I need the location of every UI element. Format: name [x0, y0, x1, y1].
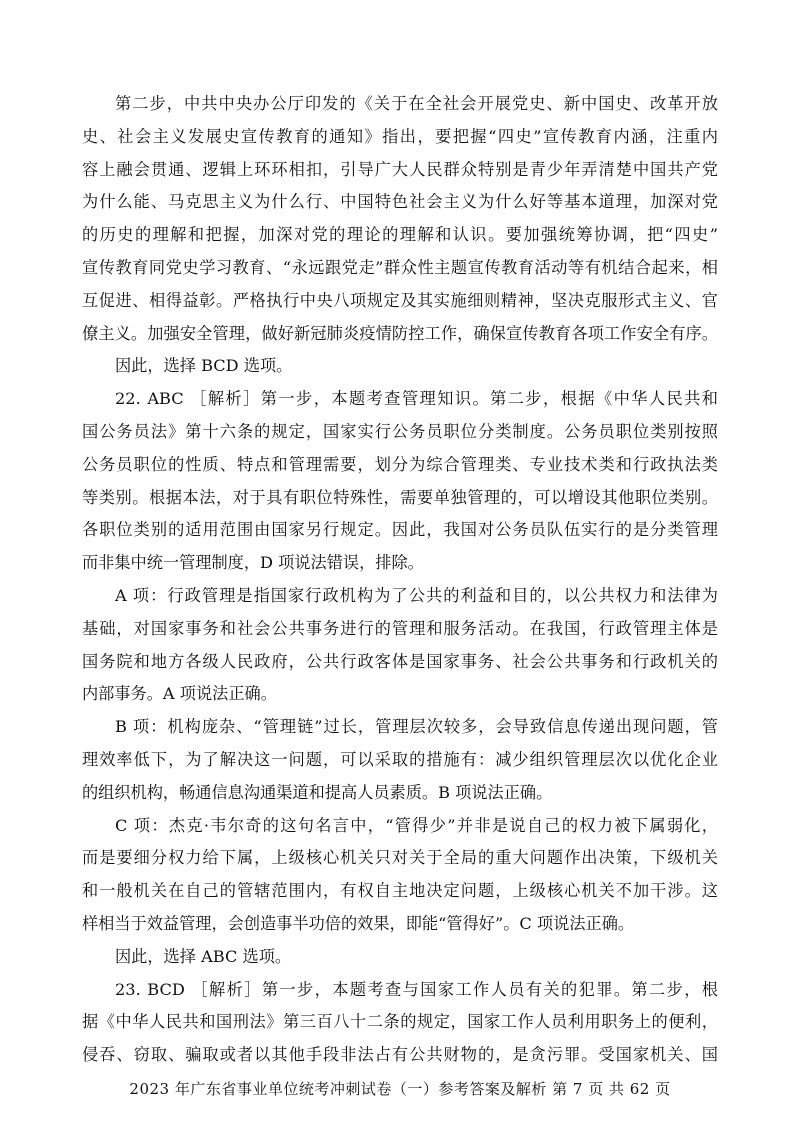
text-line: 僚主义。加强安全管理，做好新冠肺炎疫情防控工作，确保宣传教育各项工作安全有序。	[82, 323, 718, 343]
text-line: 据《中华人民共和国刑法》第三百八十二条的规定，国家工作人员利用职务上的便利，	[82, 1012, 718, 1032]
text-line: 和一般机关在自己的管辖范围内，有权自主地决定问题，上级核心机关不加干涉。这	[82, 881, 718, 901]
text-line: 而是要细分权力给下属，上级核心机关只对关于全局的重大问题作出决策，下级机关	[82, 848, 718, 868]
text-line: 等类别。根据本法，对于具有职位特殊性，需要单独管理的，可以增设其他职位类别。	[82, 487, 718, 507]
text-line: C 项：杰克·韦尔奇的这句名言中，“管得少”并非是说自己的权力被下属弱化，	[115, 815, 718, 835]
text-line: 国公务员法》第十六条的规定，国家实行公务员职位分类制度。公务员职位类别按照	[82, 421, 718, 441]
text-line: 而非集中统一管理制度，D 项说法错误，排除。	[82, 553, 424, 573]
text-line: 容上融会贯通、逻辑上环环相扣，引导广大人民群众特别是青少年弄清楚中国共产党	[82, 159, 718, 179]
text-line: A 项：行政管理是指国家行政机构为了公共的利益和目的，以公共权力和法律为	[115, 585, 718, 605]
text-line: 的组织机构，畅通信息沟通渠道和提高人员素质。B 项说法正确。	[82, 782, 553, 802]
text-line: 宣传教育同党史学习教育、“永远跟党走”群众性主题宣传教育活动等有机结合起来，相	[82, 257, 718, 277]
text-line: 因此，选择 ABC 选项。	[115, 946, 292, 966]
text-line: 为什么能、马克思主义为什么行、中国特色社会主义为什么好等基本道理，加深对党	[82, 192, 718, 212]
text-line: 内部事务。A 项说法正确。	[82, 684, 277, 704]
text-line: 侵吞、窃取、骗取或者以其他手段非法占有公共财物的，是贪污罪。受国家机关、国	[82, 1045, 718, 1065]
text-line: 公务员职位的性质、特点和管理需要，划分为综合管理类、专业技术类和行政执法类	[82, 454, 718, 474]
text-line: 因此，选择 BCD 选项。	[115, 356, 293, 376]
text-line: B 项：机构庞杂、“管理链”过长，管理层次较多，会导致信息传递出现问题，管	[115, 717, 718, 737]
text-line: 各职位类别的适用范围由国家另行规定。因此，我国对公务员队伍实行的是分类管理	[82, 520, 718, 540]
text-line: 国务院和地方各级人民政府，公共行政客体是国家事务、社会公共事务和行政机关的	[82, 651, 718, 671]
text-line: 史、社会主义发展史宣传教育的通知》指出，要把握“四史”宣传教育内涵，注重内	[82, 126, 718, 146]
text-line: 互促进、相得益彰。严格执行中央八项规定及其实施细则精神，坚决克服形式主义、官	[82, 290, 718, 310]
text-line: 基础，对国家事务和社会公共事务进行的管理和服务活动。在我国，行政管理主体是	[82, 618, 718, 638]
text-line: 22. ABC ［解析］第一步，本题考查管理知识。第二步，根据《中华人民共和	[115, 389, 718, 409]
document-body	[82, 88, 718, 1072]
text-line: 23. BCD ［解析］第一步，本题考查与国家工作人员有关的犯罪。第二步，根	[115, 979, 718, 999]
page-footer: 2023 年广东省事业单位统考冲刺试卷（一）参考答案及解析 第 7 页 共 62 页	[129, 1080, 671, 1098]
text-line: 第二步，中共中央办公厅印发的《关于在全社会开展党史、新中国史、改革开放	[115, 94, 718, 113]
text-line: 样相当于效益管理，会创造事半功倍的效果，即能“管得好”。C 项说法正确。	[82, 913, 635, 933]
text-line: 的历史的理解和把握，加深对党的理论的理解和认识。要加强统筹协调，把“四史”	[82, 225, 718, 245]
text-line: 理效率低下，为了解决这一问题，可以采取的措施有：减少组织管理层次以优化企业	[82, 749, 718, 769]
